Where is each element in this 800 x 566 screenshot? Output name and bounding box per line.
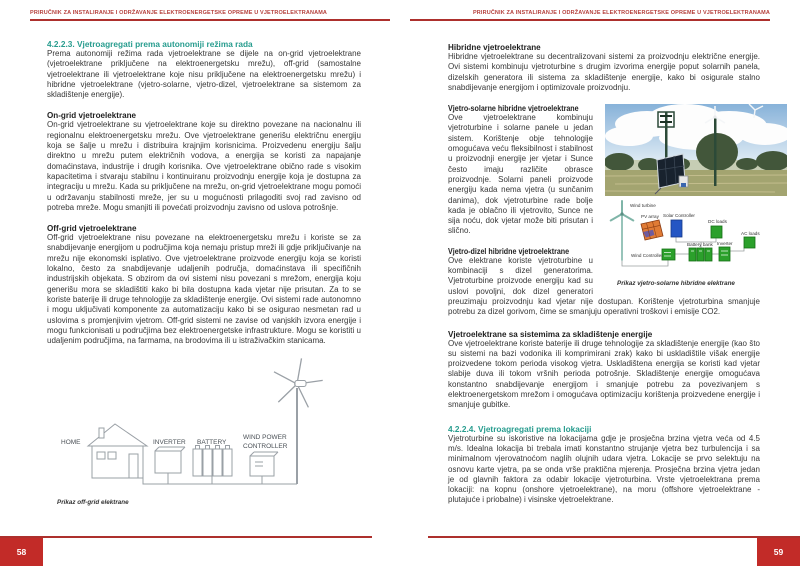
- storage-paragraph: Ove vjetroelektrane koriste baterije ili druge tehnologije za skladištenje energije (kao što su sistemi na bazi vodonika ili komprimirani zrak) kako bi uskladištile višak energije proizvedene tokom perioda visokog vjetra. Uskladištena energija se koristi kad vjetar slabije duva ili tokom vršnih perioda potrošnje. Skladištenje energije omogućava konstantno snabdijevanje energijom i smanjuje potrebu za povezivanjem s elektroenergetskom mrežom i omogućava optimizaciju korištenja proizvedene energije i smanjuje gubitke.: [448, 338, 760, 410]
- ac-loads-icon: [744, 237, 755, 248]
- battery-icon: [193, 446, 232, 477]
- dc-loads-icon: [711, 226, 722, 238]
- inverter-label: INVERTER: [153, 439, 186, 447]
- wind-solar-heading: Vjetro-solarne hibridne vjetroelektrane: [448, 104, 579, 114]
- inverter-label: Inverter: [717, 241, 733, 247]
- storage-heading: Vjetroelektrane sa sistemima za skladištenje energije: [448, 329, 653, 339]
- wind-solar-paragraph: Ove vjetroelektrane kombinuju vjetroturbine i solarne panele u jedan sistem. Korištenje obje tehnologije omogućava veću fleksibilnost i stabilnost u proizvodnji energije jer vjetar i Sunce često imaju različite obrasce proizvodnje. Solarni paneli proizvode energiju kada nema vjetra (u sunčanim danima), dok vjetroturbine rade bolje kada je oblačno ili vjetrovito, Sunce ne sija noću, dok vjetar može biti prisutan i slično.: [448, 113, 593, 236]
- page-58-content: [47, 39, 361, 506]
- header-rule: [410, 19, 770, 21]
- battery-label: BATTERY: [197, 439, 227, 447]
- ongrid-heading: On-grid vjetroelektrane: [47, 111, 137, 121]
- hybrid-photo: [605, 104, 787, 196]
- wind-turbine-icon: [274, 359, 323, 485]
- hybrid-schematic: [605, 198, 787, 276]
- wind-power-controller-icon: [250, 452, 278, 476]
- offgrid-diagram: [47, 354, 361, 492]
- running-header: PRIRUČNIK ZA INSTALIRANJE I ODRŽAVANJE ELEKTROENERGETSKE OPREME U VJETROELEKTRANAMA: [472, 10, 770, 16]
- offgrid-figure: [47, 354, 361, 506]
- offgrid-paragraph: Off-grid vjetroelektrane nisu povezane na elektroenergetsku mrežu i koriste se za snabdijevanje energijom u područjima koja nemaju pristup mreži ili gdje priključivanje na mrežu nije ekonomski isplativo. Ove vjetroelektrane proizvode energiju koja se koristi lokalno, često za snabdijevanje udaljenih područja, domaćinstava ili specifičnih industrijskih objekata. S obzirom da ovi sistemi nisu povezani s mrežom, energija koju generišu mora se skladištiti kako bi bila dostupna kada vjetar nije prisutan. Za to se koriste baterije ili druge tehnologije za skladištenje energije. Ovi sistemi rade autonomno i mogu uključivati komponente za automatizaciju kako bi se osigurao nesmetan rad u uslovima s promjenjivim vjetrom. Off-grid sistemi ne zavise od vanjskih izvora energije i mogu funkcionisati u područjima bez elektroenergetske infrastrukture. Mogu se koristiti u udaljenim područjima, na farmama, na brodovima ili u istraživačkim stanicama.: [47, 233, 361, 346]
- wind-diesel-paragraph: Ove elektrane koriste vjetroturbine u kombinaciji s dizel generatorima. Vjetroturbine proizvode energiju kad su uslovi povoljni, dok dizel generatori preuzimaju proizvodnju kad vjetar nije dostupan. Korištenje vjetroturbina smanjuje potrebu za dizel gorivom, čime se smanjuju operativni troškovi i emisije CO2.: [448, 255, 760, 317]
- wind-controller-label: Wind Controller: [631, 253, 663, 259]
- page-number-tab: 58: [0, 538, 43, 566]
- bottom-rule: [428, 536, 800, 538]
- dc-loads-label: DC loads: [708, 219, 727, 225]
- pv-array-label: PV array: [641, 214, 659, 220]
- offgrid-heading: Off-grid vjetroelektrane: [47, 224, 137, 234]
- ongrid-paragraph: On-grid vjetroelektrane su vjetroelektrane koje su direktno povezane na nacionalnu ili regionalnu elektroenergetsku mrežu. Ove vjetroelektrane generišu električnu energiju koja se šalje u mrežu i distribuira krajnjim korisnicima. Proizvedenu energiju šalju direktno u mrežu putem električnih vodova, a energija se koristi za napajanje domaćinstava, industrije i drugih korisnika. Ove vjetroelektrane obično rade s visokim kapacitetima i stvaraju stabilnu i kontinuiranu proizvodnju energije koja je dostupna za integraciju u mrežu. Kada su priključene na mrežu, on-grid vjetroelektrane mogu pomoći u održavanju stabilnosti mreže, jer su u mogućnosti prilagoditi svoj rad zavisno od potreba mreže. Mogu smanjiti ili povećati proizvodnju zavisno od uslova potrošnje.: [47, 120, 361, 212]
- wind-turbine-label: Wind turbine: [630, 203, 656, 209]
- page-59: [400, 0, 800, 566]
- wind-diesel-heading: Vjetro-dizel hibridne vjetroelektrane: [448, 246, 570, 256]
- home-label: HOME: [61, 439, 81, 447]
- page-number-tab: 59: [757, 538, 800, 566]
- page-59-content: [448, 43, 760, 506]
- wind-solar-block: [448, 104, 760, 317]
- offgrid-figure-caption: Prikaz off-grid elektrane: [57, 499, 129, 507]
- hybrid-heading: Hibridne vjetroelektrane: [448, 43, 541, 52]
- battery-bank-label: Battery bank: [687, 242, 713, 248]
- controller-label-line1: WIND POWER: [243, 434, 287, 442]
- hybrid-paragraph: Hibridne vjetroelektrane su decentralizovani sistemi za proizvodnju električne energije. Ovi sistemi kombinuju vjetroturbine s drugim izvorima energije poput solarnih panela, dizelskih generatora ili sistema za skladištenje energije, kako bi osigurale stalno snabdijevanje energijom i optimizovale proizvodnju.: [448, 52, 760, 92]
- intro-paragraph: Prema autonomiji režima rada vjetroelektrane se dijele na on-grid vjetroelektrane (vjetroelektrane priključene na elektroenergetsku mrežu), off-grid (samostalne vjetroelektrane ili vjetroelektrane koje nisu priključene na elektroenergetsku mrežu) i hibridne vjetroelektrane (vjetro-solarne, vjetro-dizel, vjetroelektrane sa sistemom za skladištenje energije).: [47, 49, 361, 100]
- inverter-icon: [155, 447, 185, 473]
- header-rule: [30, 19, 390, 21]
- running-header: PRIRUČNIK ZA INSTALIRANJE I ODRŽAVANJE ELEKTROENERGETSKE OPREME U VJETROELEKTRANAMA: [30, 10, 328, 16]
- hybrid-figure: [605, 104, 787, 287]
- location-paragraph: Vjetroturbine su iskoristive na lokacijama gdje je prosječna brzina vjetra veća od 4.5 m/s. Idealna lokacija bi trebala imati konstantno strujanje vjetra bez turbulencija i sa minimalnom vjerovatnoćom naglih olujnih udara vjetra. Lokacije se prvo selektuju na osnovu karte vjetra, pa se onda vrše praktična mjerenja. Prosječna brzina vjetra jedan je od glavnih faktora za odabir lokacije vjetroturbina. Vrste vjetroelektrana prema lokaciji: na kopnu (onshore vjetroelektrane), na moru (offshore vjetroelektrane - plutajuće i priobalne) i visinske vjetroelektrane.: [448, 433, 760, 505]
- ac-loads-label: AC loads: [741, 231, 760, 237]
- house-icon: [88, 424, 147, 478]
- section-heading-4224: 4.2.2.4. Vjetroagregati prema lokaciji: [448, 423, 592, 434]
- bottom-rule: [0, 536, 372, 538]
- pv-array-icon: [641, 220, 663, 240]
- section-heading-4223: 4.2.2.3. Vjetroagregati prema autonomiji režima rada: [47, 39, 253, 49]
- hybrid-figure-caption: Prikaz vjetro-solarne hibridne elektrane: [617, 280, 735, 288]
- solar-controller-label: Solar Controller: [663, 213, 695, 219]
- solar-controller-icon: [671, 220, 682, 237]
- controller-label-line2: CONTROLLER: [243, 443, 288, 451]
